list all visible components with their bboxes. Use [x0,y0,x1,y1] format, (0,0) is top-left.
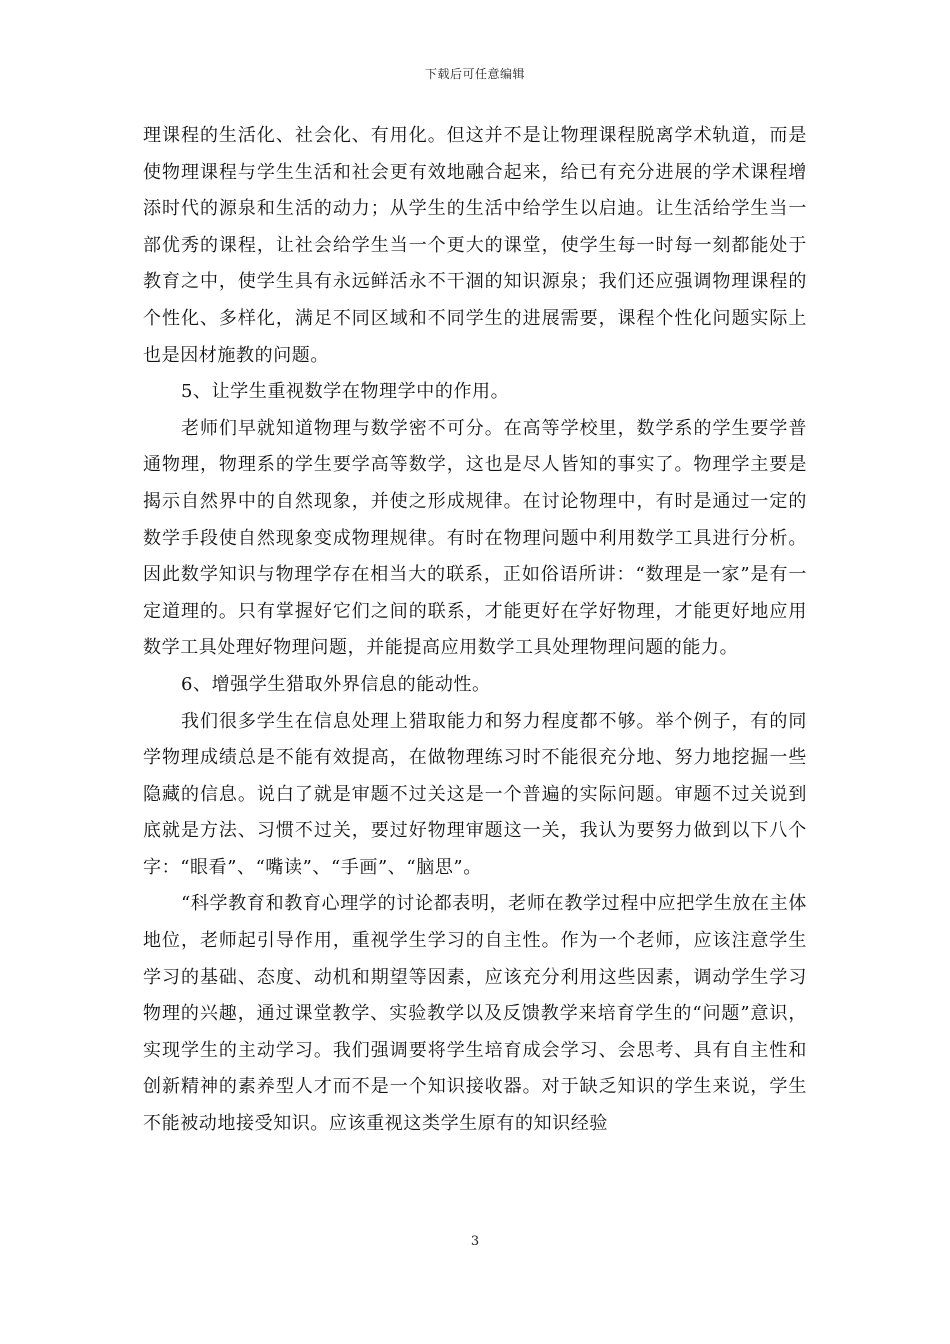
paragraph-info-processing: 我们很多学生在信息处理上猎取能力和努力程度都不够。举个例子，有的同学物理成绩总是不能有效提高，在做物理练习时不能很充分地、努力地挖掘一些隐藏的信息。说白了就是审题不过关这是一个普遍的实际问题。审题不过关说到底就是方法、习惯不过关，要过好物理审题这一关，我认为要努力做到以下八个字：“眼看”、“嘴读”、“手画”、“脑思”。 [143,710,807,878]
page-header: 下载后可任意编辑 [424,67,525,81]
page-number: 3 [470,1234,480,1249]
paragraph-science-education: “科学教育和教育心理学的讨论都表明，老师在教学过程中应把学生放在主体地位，老师起引导作用，重视学生学习的自主性。作为一个老师，应该注意学生学习的基础、态度、动机和期望等因素，应该充分利用这些因素，调动学生学习物理的兴趣，通过课堂教学、实验教学以及反馈教学来培育学生的“问题”意识，实现学生的主动学习。我们强调要将学生培育成会学习、会思考、具有自主性和创新精神的素养型人才而不是一个知识接收器。对于缺乏知识的学生来说，学生不能被动地接受知识。应该重视这类学生原有的知识经验 [143,893,807,1135]
paragraph-course-life: 理课程的生活化、社会化、有用化。但这并不是让物理课程脱离学术轨道，而是使物理课程与学生生活和社会更有效地融合起来，给已有充分进展的学术课程增添时代的源泉和生活的动力；从学生的生活中给学生以启迪。让生活给学生当一部优秀的课程，让社会给学生当一个更大的课堂，使学生每一时每一刻都能处于教育之中，使学生具有永远鲜活永不干涸的知识源泉；我们还应强调物理课程的个性化、多样化，满足不同区域和不同学生的进展需要，课程个性化问题实际上也是因材施教的问题。 [143,125,807,366]
section-heading-info-initiative: 6、增强学生猎取外界信息的能动性。 [181,673,491,695]
document-body [143,118,807,1143]
paragraph-math-physics: 老师们早就知道物理与数学密不可分。在高等学校里，数学系的学生要学普通物理，物理系的学生要学高等数学，这也是尽人皆知的事实了。物理学主要是揭示自然界中的自然现象，并使之形成规律。在讨论物理中，有时是通过一定的数学手段使自然现象变成物理规律。有时在物理问题中利用数学工具进行分析。因此数学知识与物理学存在相当大的联系，正如俗语所讲：“数理是一家”是有一定道理的。只有掌握好它们之间的联系，才能更好在学好物理，才能更好地应用数学工具处理好物理问题，并能提高应用数学工具处理物理问题的能力。 [143,417,807,659]
section-heading-math-role: 5、让学生重视数学在物理学中的作用。 [181,381,510,403]
